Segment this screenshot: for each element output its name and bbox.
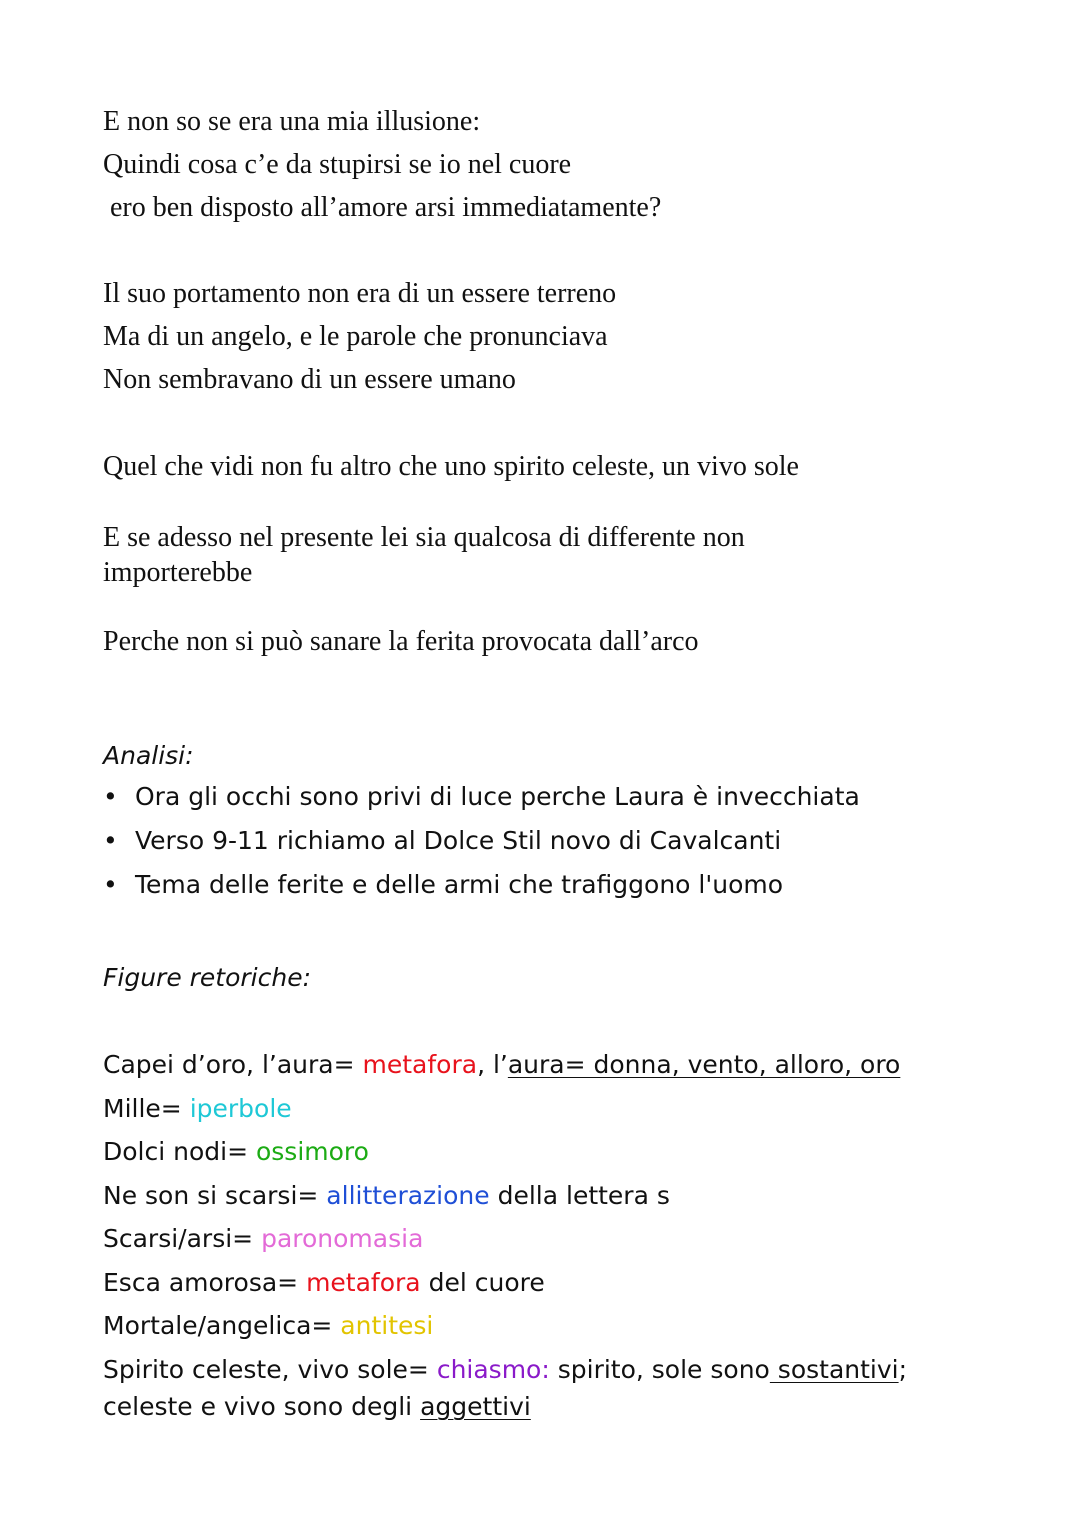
figure-underlined-text: aura= donna, vento, alloro, oro <box>507 1050 901 1079</box>
figure-text: Dolci nodi= <box>103 1137 256 1166</box>
translation-line-3 <box>103 445 983 488</box>
verse-line: Il suo portamento non era di un essere terreno <box>103 278 617 309</box>
verse-line: Quel che vidi non fu altro che uno spirito celeste, un vivo sole <box>103 451 799 482</box>
figure-term: ossimoro <box>255 1137 369 1166</box>
figure-text: Ne son si scarsi= <box>103 1180 327 1210</box>
figure-text: della lettera s <box>489 1180 670 1210</box>
figure-text: del cuore <box>420 1267 545 1297</box>
list-item-text: Tema delle ferite e delle armi che trafiggono l'uomo <box>135 870 784 899</box>
figure-term: allitterazione <box>326 1180 490 1210</box>
figures-heading-block <box>103 960 1003 996</box>
list-item-text: Verso 9-11 richiamo al Dolce Stil novo di Cavalcanti <box>135 826 782 855</box>
analysis-heading: Analisi: <box>103 741 194 770</box>
figure-text: Esca amorosa= <box>103 1267 307 1297</box>
figure-text: spirito, sole sono <box>549 1354 770 1384</box>
figure-term: iperbole <box>189 1093 292 1123</box>
figure-term: chiasmo: <box>436 1354 550 1384</box>
figure-text: Scarsi/arsi= <box>103 1224 262 1253</box>
verse-line: Perche non si può sanare la ferita provocata dall’arco <box>103 626 699 657</box>
figure-text: Capei d’oro, l’aura= <box>103 1050 363 1079</box>
analysis-section <box>103 738 1003 907</box>
figure-text: ; celeste e vivo sono degli <box>103 1354 908 1421</box>
list-item-text: Ora gli occhi sono privi di luce perche Laura è invecchiata <box>135 782 860 811</box>
analysis-list <box>103 775 1003 907</box>
list-item <box>103 819 1003 863</box>
verse-line: E non so se era una mia illusione: <box>103 106 481 137</box>
figure-text: Mille= <box>103 1093 190 1123</box>
figure-term: metafora <box>306 1267 421 1297</box>
figure-row <box>103 1130 973 1174</box>
figures-list <box>103 1043 973 1425</box>
translation-stanza-2 <box>103 272 983 401</box>
figure-term: antitesi <box>340 1311 434 1340</box>
verse-line: ero ben disposto all’amore arsi immediatamente? <box>103 192 662 223</box>
translation-line-5 <box>103 620 983 663</box>
verse-line: Ma di un angelo, e le parole che pronunciava <box>103 321 608 352</box>
figure-text: , l’ <box>477 1050 508 1079</box>
translation-line-4 <box>103 520 863 590</box>
figure-row <box>103 1304 973 1348</box>
translation-stanza-1 <box>103 100 983 229</box>
verse-line: E se adesso nel presente lei sia qualcosa di differente non importerebbe <box>103 522 745 588</box>
figure-underlined-text: aggettivi <box>420 1391 531 1421</box>
figure-text: Spirito celeste, vivo sole= <box>103 1354 437 1384</box>
figure-underlined-text: sostantivi <box>769 1354 899 1384</box>
bullet-icon: • <box>103 826 118 855</box>
verse-line: Non sembravano di un essere umano <box>103 364 516 395</box>
figure-row <box>103 1261 973 1305</box>
figure-row <box>103 1043 973 1087</box>
list-item <box>103 775 1003 819</box>
figure-row <box>103 1217 973 1261</box>
figure-text: Mortale/angelica= <box>103 1311 341 1340</box>
verse-line: Quindi cosa c’e da stupirsi se io nel cuore <box>103 149 572 180</box>
figure-row <box>103 1174 973 1218</box>
bullet-icon: • <box>103 870 118 899</box>
figure-row <box>103 1087 973 1131</box>
figure-term: paronomasia <box>261 1224 424 1253</box>
bullet-icon: • <box>103 782 118 811</box>
figure-term: metafora <box>362 1050 478 1079</box>
figures-heading: Figure retoriche: <box>103 963 312 992</box>
figure-row <box>103 1348 973 1425</box>
list-item <box>103 863 1003 907</box>
